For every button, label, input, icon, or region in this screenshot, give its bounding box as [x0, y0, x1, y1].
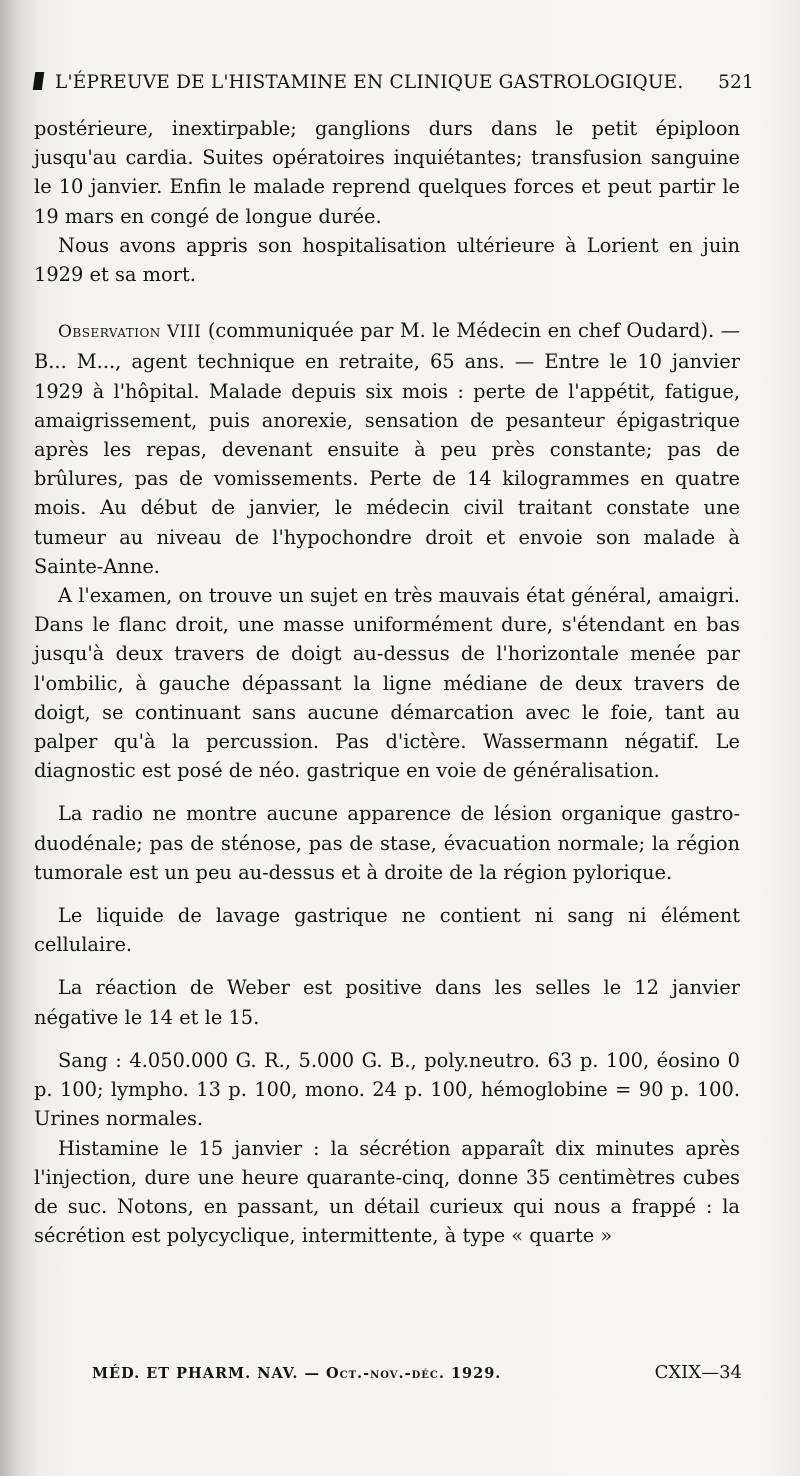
page-footer: [92, 1362, 742, 1383]
observation-label: Observation VIII: [58, 322, 202, 343]
footer-journal: MÉD. ET PHARM. NAV. — Oct.-nov.-déc. 1929.: [92, 1365, 502, 1382]
paragraph-2: Nous avons appris son hospitalisation ultérieure à Lorient en juin 1929 et sa mort.: [34, 233, 740, 287]
paragraph-weber: La réaction de Weber est positive dans les selles le 12 janvier négative le 14 et le 15.: [34, 976, 740, 1029]
running-header: [34, 72, 754, 108]
paragraph-histamine: Histamine le 15 janvier : la sécrétion apparaît dix minutes après l'injection, dure une heure quarante-cinq, donne 35 centimètres cubes de suc. Notons, en passant, un détail curieux qui nous a frappé : la sécrétion est polycyclique, intermittente, à type « quarte »: [34, 1136, 740, 1248]
paragraph-radio: La radio ne montre aucune apparence de lésion organique gastro-duodénale; pas de sténose, pas de stase, évacuation normale; la région tumorale est un peu au-dessus et à droite de la région pylorique.: [34, 802, 740, 884]
paragraph-sang: Sang : 4.050.000 G. R., 5.000 G. B., poly.neutro. 63 p. 100, éosino 0 p. 100; lympho. 13 p. 100, mono. 24 p. 100, hémoglobine = 90 p. 100. Urines normales.: [34, 1048, 740, 1131]
header-title: L'ÉPREUVE DE L'HISTAMINE EN CLINIQUE GASTROLOGIQUE.: [55, 72, 684, 93]
page-number: 521: [718, 72, 754, 93]
paragraph-1: postérieure, inextirpable; ganglions durs dans le petit épiploon jusqu'au cardia. Suites opératoires inquiétantes; transfusion sanguine le 10 janvier. Enfin le malade reprend quelques forces et peut partir le 19 mars en congé de longue durée.: [34, 117, 740, 228]
body-text: [34, 114, 740, 1250]
header-mark: [33, 72, 45, 90]
paragraph-examen: A l'examen, on trouve un sujet en très mauvais état général, amaigri. Dans le flanc droit, une masse uniformément dure, s'étendant en bas jusqu'à deux travers de doigt au-dessus de l'horizontale menée par l'ombilic, à gauche dépassant la ligne médiane de deux travers de doigt, se continuant sans aucune démarcation avec le foie, tant au palper qu'à la percussion. Pas d'ictère. Wassermann négatif. Le diagnostic est posé de néo. gastrique en voie de généralisation.: [34, 584, 740, 783]
paragraph-lavage: Le liquide de lavage gastrique ne contient ni sang ni élément cellulaire.: [34, 904, 740, 957]
observation-text: (communiquée par M. le Médecin en chef Oudard). — B... M..., agent technique en retraite, 65 ans. — Entre le 10 janvier 1929 à l'hôpital. Malade depuis six mois : perte de l'appétit, fatigue, amaigrissement, puis anorexie, sensation de pesanteur épigastrique après les repas, devenant ensuite à peu près constante; pas de brûlures, pas de vomissements. Perte de 14 kilogrammes en quatre mois. Au début de janvier, le médecin civil traitant constate une tumeur au niveau de l'hypochondre droit et envoie son malade à Sainte-Anne.: [34, 319, 740, 578]
paragraph-observation: [34, 316, 740, 581]
footer-signature: CXIX—34: [654, 1362, 742, 1383]
